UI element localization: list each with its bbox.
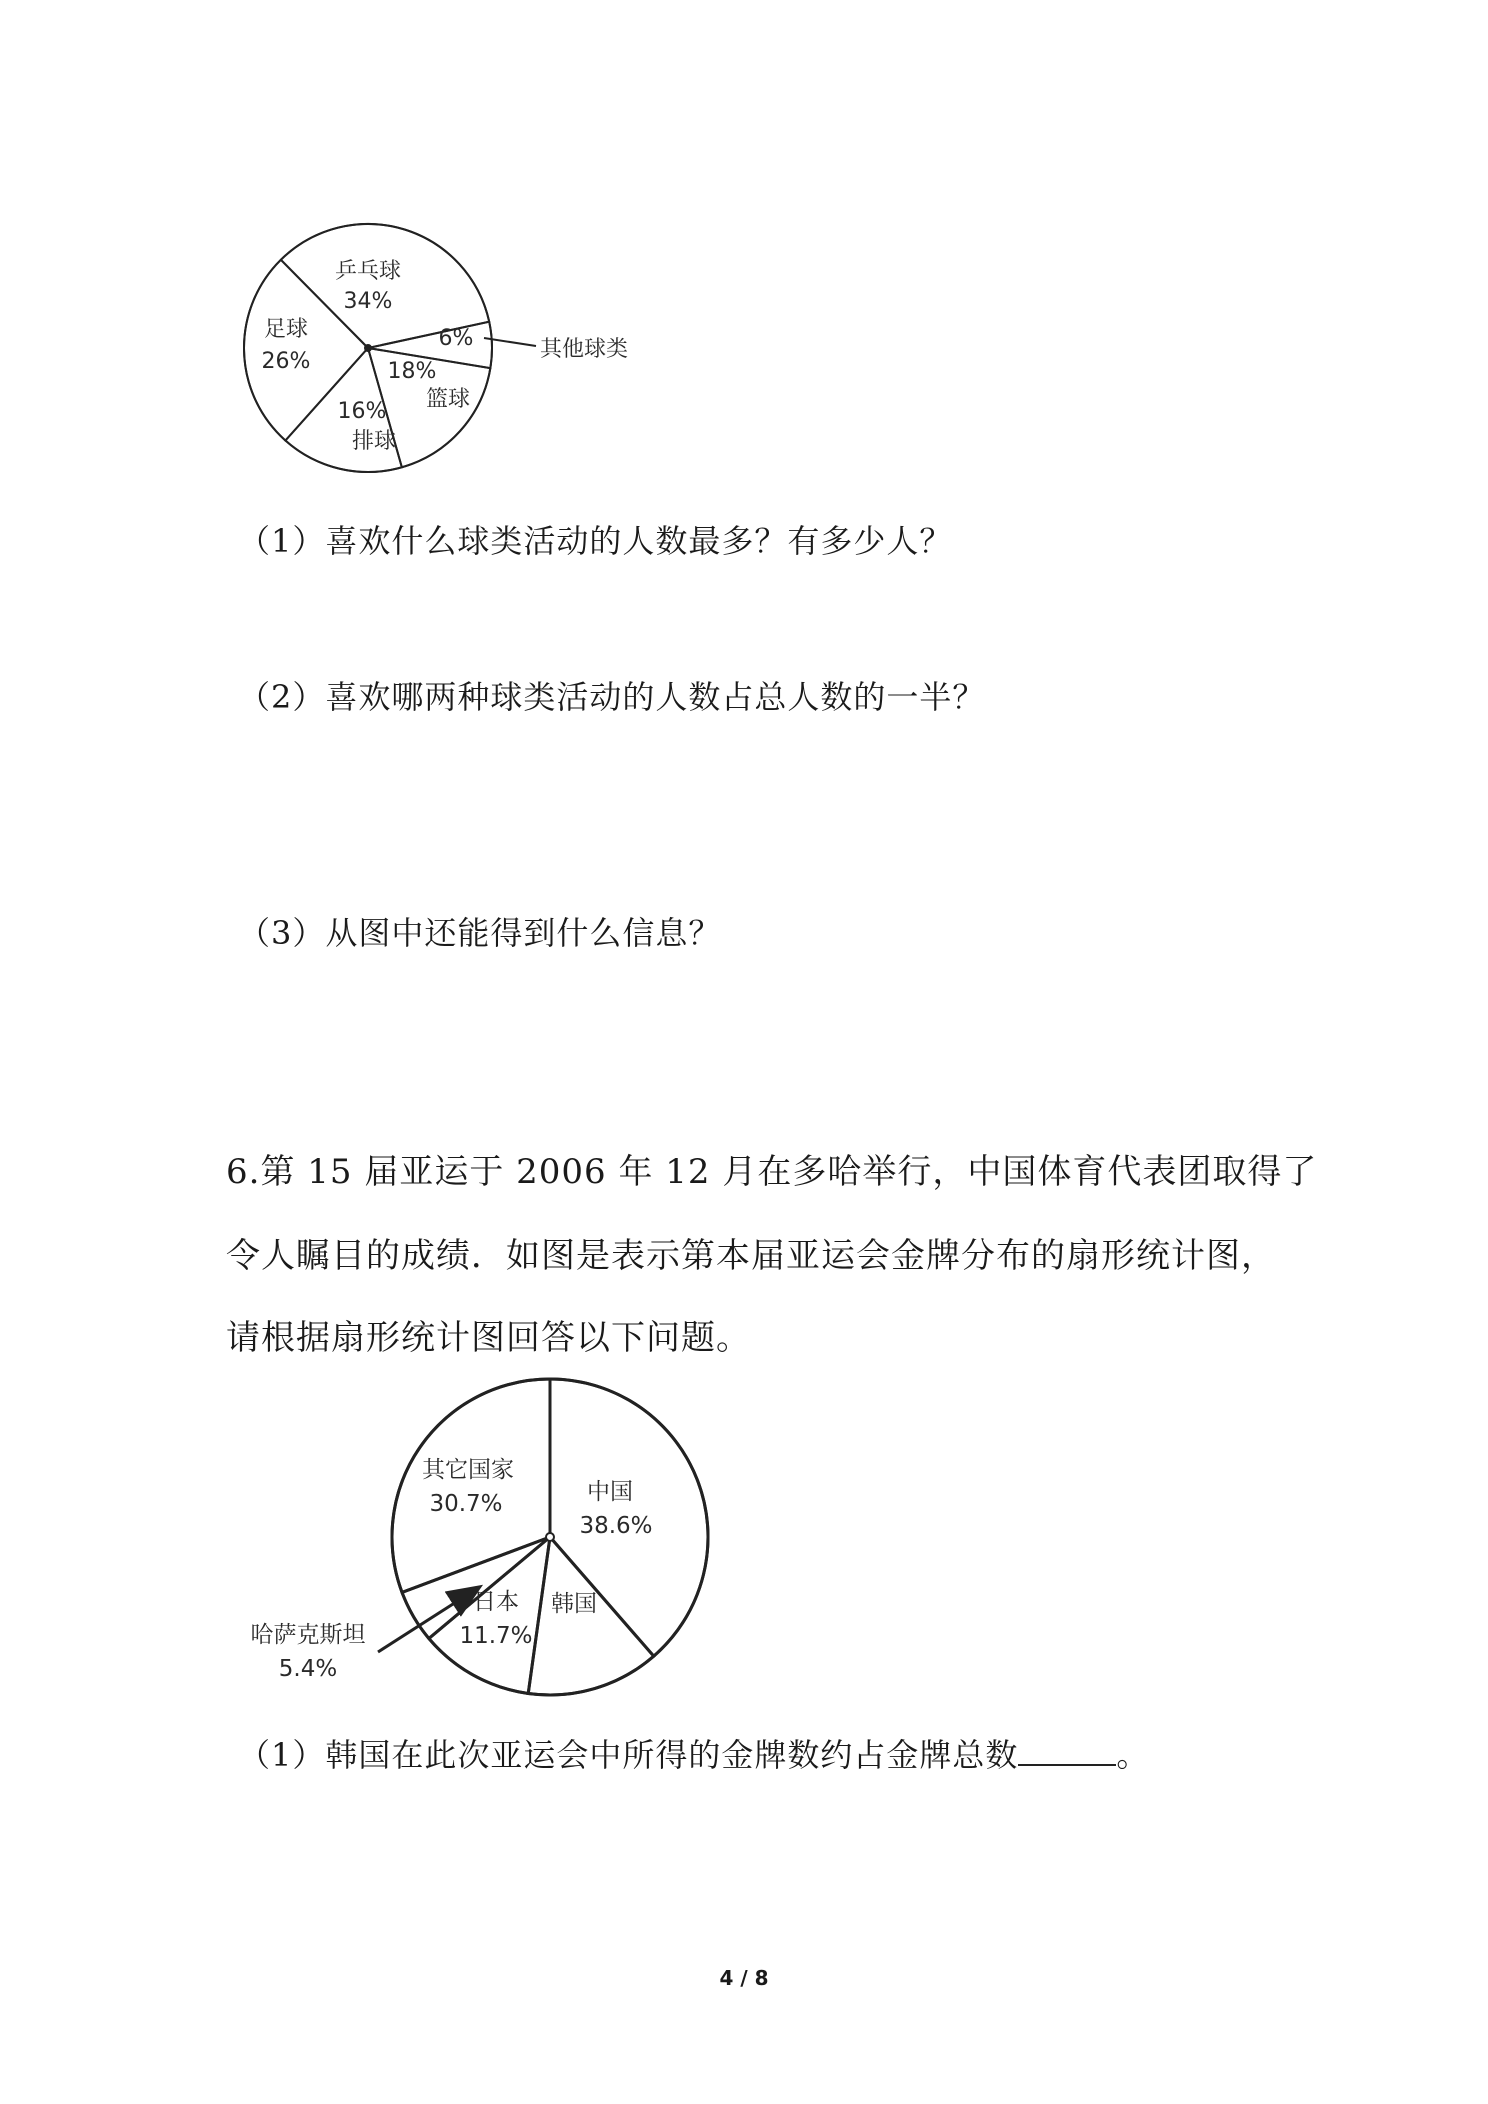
pie-label-kazakhstan: 哈萨克斯坦: [250, 1622, 366, 1648]
question-end: 。: [1116, 1736, 1150, 1774]
answer-blank[interactable]: [1018, 1738, 1116, 1766]
pie-label-basketball: 篮球: [425, 387, 471, 412]
question-2-half-total: （2）喜欢哪两种球类活动的人数占总人数的一半？: [238, 678, 986, 716]
problem-6-line-2: 令人瞩目的成绩．如图是表示第本届亚运会金牌分布的扇形统计图，: [226, 1236, 1276, 1276]
pie-value-volleyball: 16%: [337, 399, 387, 424]
pie-slice-other-countries: [392, 1379, 550, 1592]
problem-6-question-1: [238, 1730, 1149, 1776]
pie-label-korea: 韩国: [551, 1591, 597, 1617]
pie-value-basketball: 18%: [387, 359, 437, 384]
pie-label-volleyball: 排球: [351, 429, 397, 454]
pie-value-japan: 11.7%: [459, 1623, 533, 1649]
question-3-other-info: （3）从图中还能得到什么信息？: [238, 914, 722, 952]
pie-label-other-countries: 其它国家: [422, 1457, 514, 1483]
problem-6-line-1: 6.第 15 届亚运于 2006 年 12 月在多哈举行，中国体育代表团取得了: [226, 1152, 1318, 1192]
pie-label-japan: 日本: [473, 1589, 519, 1615]
question-1-most-popular: （1）喜欢什么球类活动的人数最多？有多少人？: [238, 522, 953, 560]
pie-center: [365, 345, 371, 351]
pie-value-china: 38.6%: [579, 1513, 653, 1539]
pie-label-football: 足球: [263, 317, 309, 342]
question-text: （1）韩国在此次亚运会中所得的金牌数约占金牌总数: [238, 1736, 1019, 1774]
gold-medal-pie-chart: [220, 1360, 740, 1710]
pie-value-other: 6%: [438, 326, 474, 351]
problem-6-line-3: 请根据扇形统计图回答以下问题。: [226, 1318, 751, 1358]
pie-label-pingpong: 乒乓球: [334, 259, 402, 284]
page-number: 4 / 8: [719, 1966, 769, 1990]
pie-center: [546, 1533, 554, 1541]
pie-value-kazakhstan: 5.4%: [278, 1656, 338, 1682]
pie-value-football: 26%: [261, 349, 311, 374]
pie-label-other: 其他球类: [540, 337, 629, 362]
pie-value-pingpong: 34%: [343, 289, 393, 314]
ball-activity-pie-chart: [220, 200, 660, 490]
pie-value-other-countries: 30.7%: [429, 1491, 503, 1517]
pie-label-china: 中国: [587, 1479, 633, 1505]
